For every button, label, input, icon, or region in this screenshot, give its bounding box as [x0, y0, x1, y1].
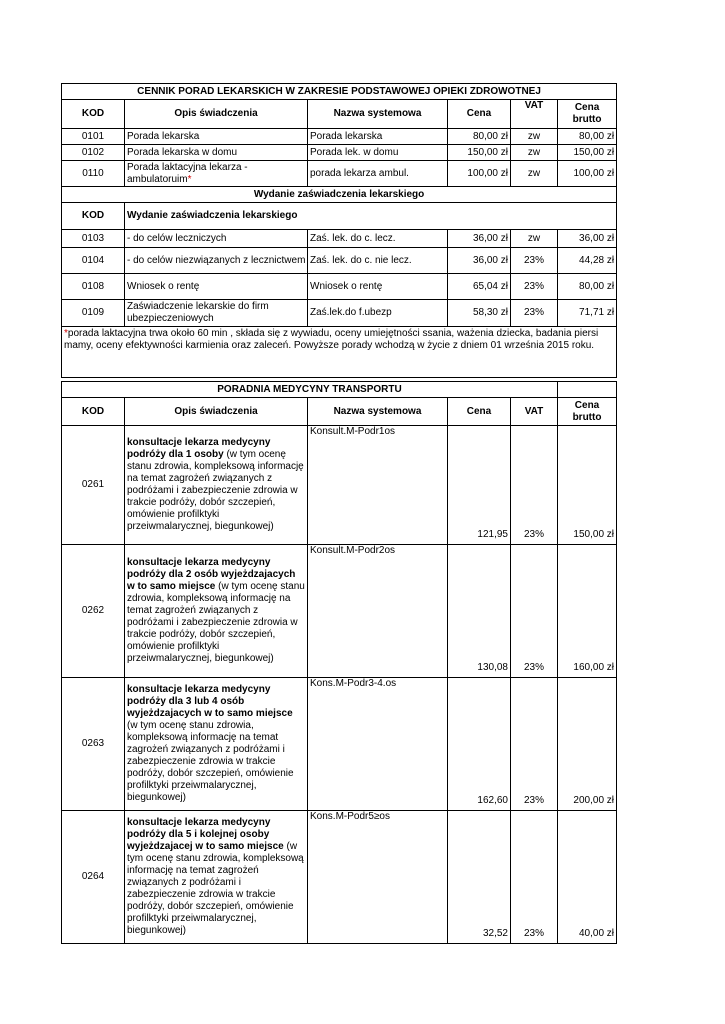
- row-cena: 100,00 zł: [448, 161, 511, 187]
- section2-title: PORADNIA MEDYCYNY TRANSPORTU: [62, 382, 558, 398]
- header-nazwa: Nazwa systemowa: [308, 100, 448, 129]
- sub-header-row: [62, 203, 617, 230]
- row-vat: 23%: [511, 426, 558, 545]
- row-opis-text: Porada laktacyjna lekarza - ambulatoruim: [127, 161, 248, 185]
- row-cena: 58,30 zł: [448, 300, 511, 327]
- row-brutto: 150,00 zł: [558, 426, 617, 545]
- row-cena: 130,08: [448, 545, 511, 678]
- header-opis: Wydanie zaświadczenia lekarskiego: [125, 203, 617, 230]
- price-table-transport-medicine: [61, 381, 617, 944]
- row-nazwa: Porada lekarska: [308, 129, 448, 145]
- row-brutto: 150,00 zł: [558, 145, 617, 161]
- row-opis: [125, 811, 308, 944]
- row-nazwa: Zaś. lek. do c. nie lecz.: [308, 248, 448, 274]
- row-brutto: 36,00 zł: [558, 230, 617, 248]
- row-opis-bold: konsultacje lekarza medycyny podróży dla 3 lub 4 osób wyjeżdzajacych w to samo miejsce: [127, 684, 293, 719]
- row-kod: 0109: [62, 300, 125, 327]
- row-cena: 80,00 zł: [448, 129, 511, 145]
- table-row: [62, 274, 617, 300]
- header-opis: Opis świadczenia: [125, 398, 308, 426]
- table-row: [62, 811, 617, 944]
- row-opis: Porada lekarska: [125, 129, 308, 145]
- header-nazwa: Nazwa systemowa: [308, 398, 448, 426]
- row-nazwa: Zaś. lek. do c. lecz.: [308, 230, 448, 248]
- row-vat: 23%: [511, 274, 558, 300]
- row-brutto: 200,00 zł: [558, 678, 617, 811]
- table-row: [62, 426, 617, 545]
- row-cena: 32,52: [448, 811, 511, 944]
- row-cena: 121,95: [448, 426, 511, 545]
- table-row: [62, 248, 617, 274]
- row-nazwa: Kons.M-Podr5≥os: [308, 811, 448, 944]
- row-kod: 0263: [62, 678, 125, 811]
- row-vat: 23%: [511, 300, 558, 327]
- row-cena: 162,60: [448, 678, 511, 811]
- row-opis-rest: (w tym ocenę stanu zdrowia, kompleksową informację na temat zagrożeń związanych z podróżami i zabezpieczenie zdrowia w trakcie podróży, dobór szczepień, omówienie profilktyki przeiwmalarycznej, biegunkowej): [127, 720, 294, 803]
- header-kod: KOD: [62, 203, 125, 230]
- row-kod: 0102: [62, 145, 125, 161]
- row-vat: zw: [511, 161, 558, 187]
- row-nazwa: Wniosek o rentę: [308, 274, 448, 300]
- price-table-primary-care: [61, 83, 617, 378]
- row-opis: Zaświadczenie lekarskie do firm ubezpieczeniowych: [125, 300, 308, 327]
- row-opis-bold: konsultacje lekarza medycyny podróży dla 2 osób wyjeżdzajacych w to samo miejsce: [127, 557, 296, 592]
- row-kod: 0261: [62, 426, 125, 545]
- table-row: [62, 129, 617, 145]
- row-opis-bold: konsultacje lekarza medycyny podróży dla 1 osoby: [127, 437, 271, 460]
- row-opis: - do celów leczniczych: [125, 230, 308, 248]
- row-opis-rest: (w tym ocenę stanu zdrowia, kompleksową informację na temat zagrożeń związanych z podróżami i zabezpieczenie zdrowia w trakcie podróży, dobór szczepień, omówienie profilktyki przeiwmalarycznej, biegunkowej): [127, 841, 304, 936]
- row-opis: Porada lekarska w domu: [125, 145, 308, 161]
- footnote-marker: *: [187, 173, 192, 185]
- row-brutto: 80,00 zł: [558, 129, 617, 145]
- row-brutto: 71,71 zł: [558, 300, 617, 327]
- row-nazwa: Kons.M-Podr3-4.os: [308, 678, 448, 811]
- row-vat: 23%: [511, 811, 558, 944]
- row-nazwa: Konsult.M-Podr1os: [308, 426, 448, 545]
- row-opis-rest: (w tym ocenę stanu zdrowia, kompleksową informację na temat zagrożeń związanych z podróżami i zabezpieczenie zdrowia w trakcie podróży, dobór szczepień, omówienie profilktyki przeiwmalarycznej, biegunkowej): [127, 449, 304, 532]
- table-row: [62, 145, 617, 161]
- subsection-title: Wydanie zaświadczenia lekarskiego: [62, 187, 617, 203]
- section1-title: CENNIK PORAD LEKARSKICH W ZAKRESIE PODSTAWOWEJ OPIEKI ZDROWOTNEJ: [62, 84, 617, 100]
- table-row: [62, 545, 617, 678]
- table-row: [62, 230, 617, 248]
- row-nazwa: Zaś.lek.do f.ubezp: [308, 300, 448, 327]
- row-cena: 36,00 zł: [448, 248, 511, 274]
- row-cena: 65,04 zł: [448, 274, 511, 300]
- row-opis-bold: konsultacje lekarza medycyny podróży dla 5 i kolejnej osoby wyjeżdzajacej w to samo miejsce: [127, 817, 284, 852]
- row-kod: 0264: [62, 811, 125, 944]
- row-brutto: 160,00 zł: [558, 545, 617, 678]
- row-vat: zw: [511, 145, 558, 161]
- row-vat: zw: [511, 129, 558, 145]
- row-opis: Wniosek o rentę: [125, 274, 308, 300]
- row-vat: 23%: [511, 678, 558, 811]
- row-brutto: 40,00 zł: [558, 811, 617, 944]
- row-brutto: 80,00 zł: [558, 274, 617, 300]
- row-kod: 0104: [62, 248, 125, 274]
- header-brutto: Cena brutto: [558, 100, 617, 129]
- row-nazwa: porada lekarza ambul.: [308, 161, 448, 187]
- header-kod: KOD: [62, 398, 125, 426]
- header-brutto: Cena brutto: [558, 398, 617, 426]
- row-opis: [125, 545, 308, 678]
- row-brutto: 44,28 zł: [558, 248, 617, 274]
- table-row: [62, 300, 617, 327]
- row-kod: 0101: [62, 129, 125, 145]
- footnote-marker: *: [64, 328, 68, 339]
- table-header-row: [62, 100, 617, 129]
- row-brutto: 100,00 zł: [558, 161, 617, 187]
- row-opis: - do celów niezwiązanych z lecznictwem: [125, 248, 308, 274]
- title-blank-cell: [558, 382, 617, 398]
- row-opis: [125, 678, 308, 811]
- header-opis: Opis świadczenia: [125, 100, 308, 129]
- row-vat: 23%: [511, 545, 558, 678]
- table-row: [62, 161, 617, 187]
- header-kod: KOD: [62, 100, 125, 129]
- table-header-row: [62, 398, 617, 426]
- row-opis-rest: (w tym ocenę stanu zdrowia, kompleksową informację na temat zagrożeń związanych z podróżami i zabezpieczenie zdrowia w trakcie podróży, dobór szczepień, omówienie profilktyki przeiwmalarycznej, biegunkowej): [127, 581, 305, 664]
- row-vat: 23%: [511, 248, 558, 274]
- row-cena: 150,00 zł: [448, 145, 511, 161]
- header-cena: Cena: [448, 100, 511, 129]
- row-kod: 0103: [62, 230, 125, 248]
- header-vat: VAT: [511, 100, 558, 129]
- header-cena: Cena: [448, 398, 511, 426]
- row-opis: [125, 426, 308, 545]
- row-kod: 0108: [62, 274, 125, 300]
- table-row: [62, 678, 617, 811]
- row-nazwa: Porada lek. w domu: [308, 145, 448, 161]
- row-opis: [125, 161, 308, 187]
- header-vat: VAT: [511, 398, 558, 426]
- row-cena: 36,00 zł: [448, 230, 511, 248]
- row-kod: 0110: [62, 161, 125, 187]
- row-nazwa: Konsult.M-Podr2os: [308, 545, 448, 678]
- row-kod: 0262: [62, 545, 125, 678]
- footnote: [62, 327, 617, 378]
- footnote-text: porada laktacyjna trwa około 60 min , składa się z wywiadu, oceny umiejętności ssania, ważenia dziecka, badania piersi mamy, oceny efektywności karmienia oraz zaleceń. Powyższe porady wchodzą w życie z dniem 01 września 2015 roku.: [64, 328, 599, 351]
- row-vat: zw: [511, 230, 558, 248]
